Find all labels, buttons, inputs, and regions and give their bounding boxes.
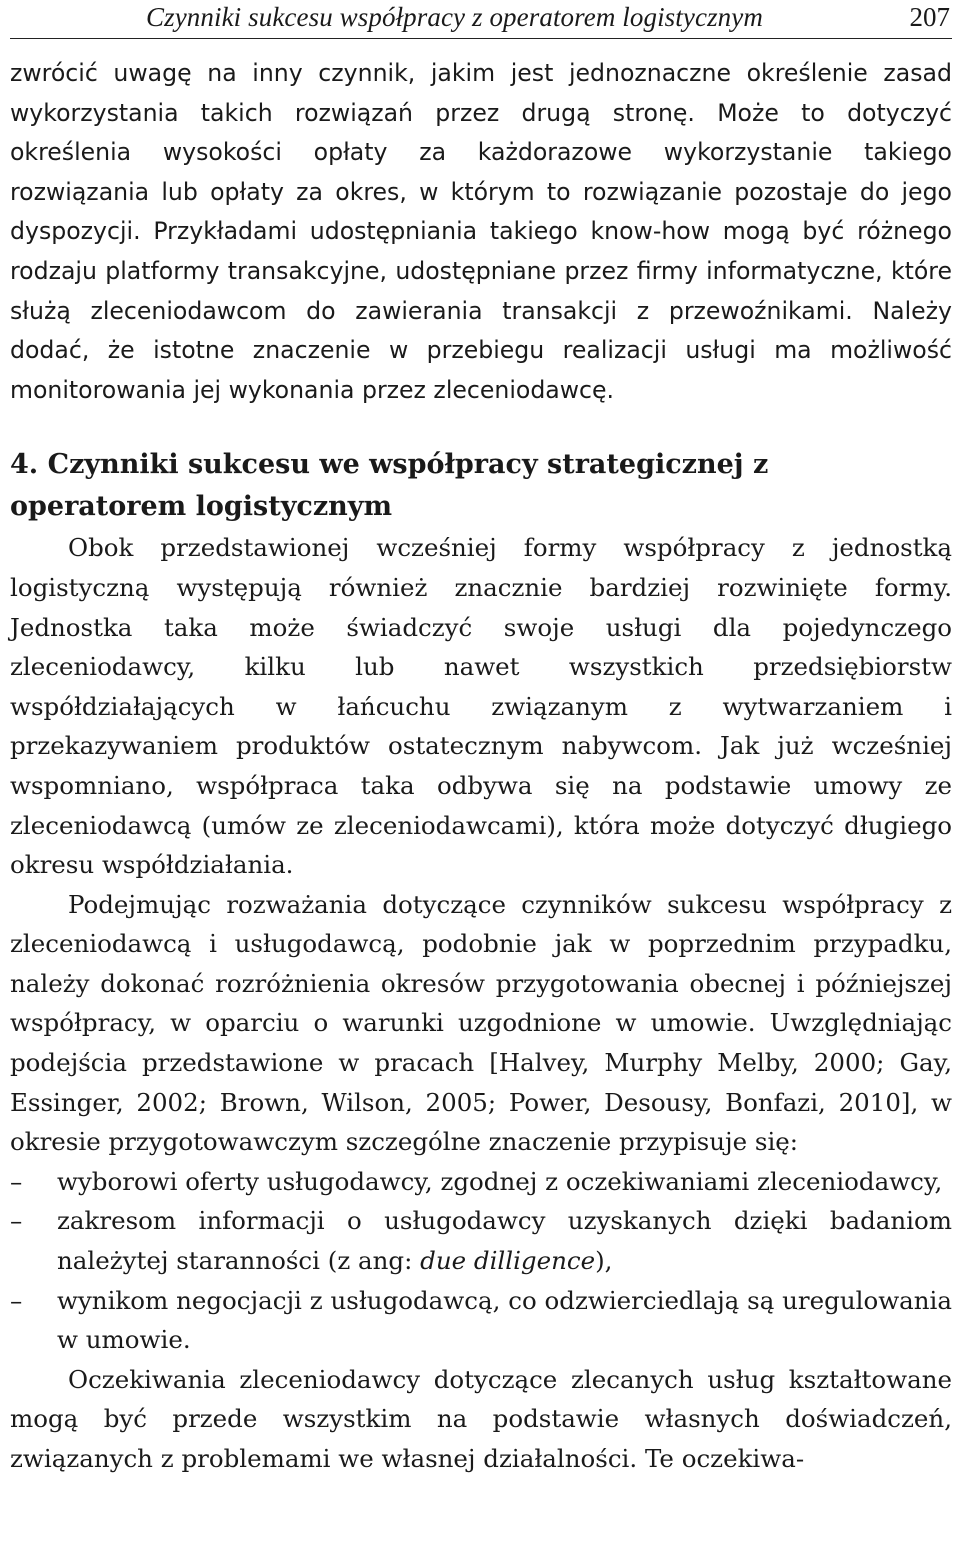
dash-bullet: – (10, 1285, 23, 1315)
paragraph-2: Podejmując rozważania dotyczące czynników sukcesu współpracy z zleceniodawcą i usługodawcą, podobnie jak w poprzednim przypadku, należy dokonać rozróżnienia okresów przygotowania obecnej i późniejszej współpracy, w oparciu o warunki uzgodnione w umowie. Uwzględniając podejścia przedstawione w pracach [Halvey, Murphy Melby, 2000; Gay, Essinger, 2002; Brown, Wilson, 2005; Power, Desousy, Bonfazi, 2010], w okresie przygotowawczym szczególne znaczenie przypisuje się: (10, 889, 952, 1157)
list-item-text: wynikom negocjacji z usługodawcą, co odzwierciedlają są uregulowania w umowie. (57, 1285, 952, 1355)
list-item-text-end: ), (595, 1246, 613, 1276)
dash-bullet: – (10, 1166, 23, 1196)
dash-list (10, 1162, 952, 1360)
page-number: 207 (909, 2, 950, 32)
list-item (10, 1162, 952, 1202)
running-header (10, 0, 952, 39)
list-item-text: wyborowi oferty usługodawcy, zgodnej z oczekiwaniami zleceniodawcy, (57, 1166, 943, 1196)
list-item (10, 1201, 952, 1280)
paragraph-1: Obok przedstawionej wcześniej formy współpracy z jednostką logistyczną występują również znacznie bardziej rozwinięte formy. Jednostka taka może świadczyć swoje usługi dla pojedynczego zleceniodawcy, kilku lub nawet wszystkich przedsiębiorstw współdziałających w łańcuchu związanym z wytwarzaniem i przekazywaniem produktów ostatecznym nabywcom. Jak już wcześniej wspomniano, współpraca taka odbywa się na podstawie umowy ze zleceniodawcą (umów ze zleceniodawcami), która może dotyczyć długiego okresu współdziałania. (10, 533, 952, 880)
paragraph-intro: zwrócić uwagę na inny czynnik, jakim jest jednoznaczne określenie zasad wykorzystania takich rozwiązań przez drugą stronę. Może to dotyczyć określenia wysokości opłaty za każdorazowe wykorzystanie takiego rozwiązania lub opłaty za okres, w którym to rozwiązanie pozostaje do jego dyspozycji. Przykładami udostępniania takiego know-how mogą być różnego rodzaju platformy transakcyjne, udostępniane przez firmy informatyczne, które służą zleceniodawcom do zawierania transakcji z przewoźnikami. Należy dodać, że istotne znaczenie w przebiegu realizacji usługi ma możliwość monitorowania jej wykonania przez zleceniodawcę. (10, 59, 952, 404)
paragraph-3: Oczekiwania zleceniodawcy dotyczące zlecanych usług kształtowane mogą być przede wszystkim na podstawie własnych doświadczeń, związanych z problemami we własnej działalności. Te oczekiwa- (10, 1364, 952, 1473)
italic-term: due dilligence (420, 1246, 596, 1276)
dash-bullet: – (10, 1206, 23, 1236)
running-title: Czynniki sukcesu współpracy z operatorem logistycznym (146, 2, 763, 32)
list-item-text: zakresom informacji o usługodawcy uzyskanych dzięki badaniom należytej staranności (z ang: (57, 1206, 952, 1276)
section-heading: 4. Czynniki sukcesu we współpracy strategicznej z operatorem logistycznym (10, 449, 769, 523)
list-item (10, 1281, 952, 1360)
page-body (10, 54, 952, 1479)
